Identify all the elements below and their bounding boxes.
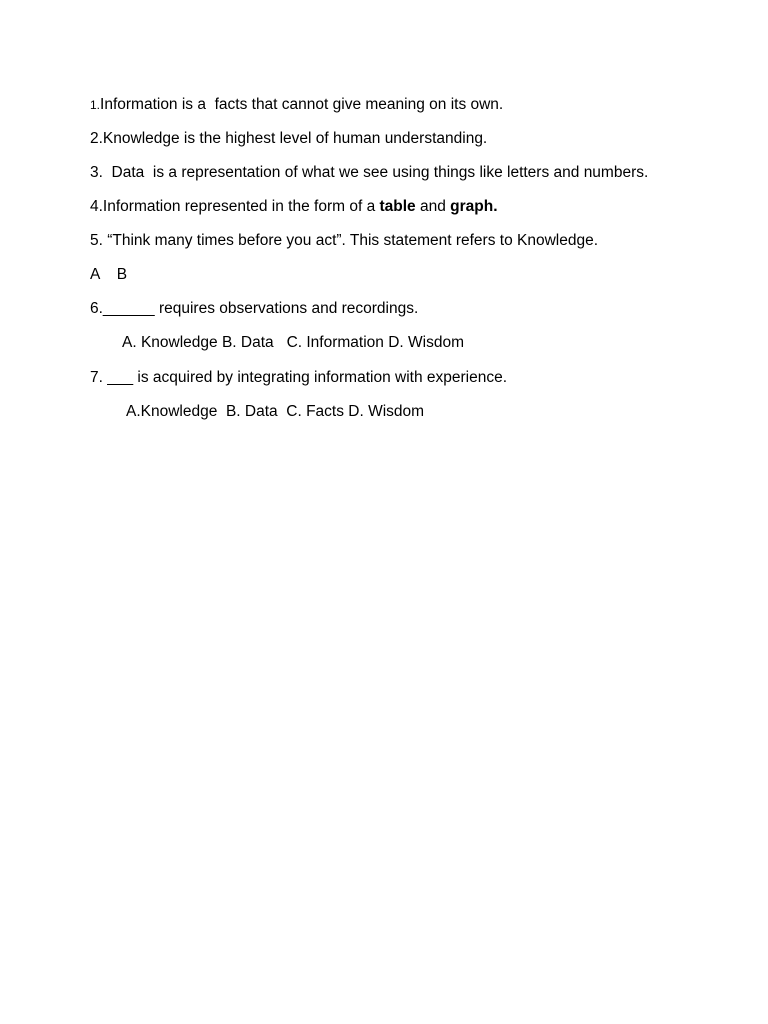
question-1 bbox=[90, 95, 503, 115]
question-7: 7. ___ is acquired by integrating information with experience. bbox=[90, 369, 508, 386]
question-4-prefix: 4.Information represented in the form of a bbox=[90, 198, 380, 215]
question-3: 3. Data is a representation of what we see using things like letters and numbers. bbox=[90, 164, 649, 181]
question-2: 2.Knowledge is the highest level of human understanding. bbox=[90, 130, 488, 147]
question-1-text: Information is a facts that cannot give meaning on its own. bbox=[100, 96, 504, 113]
answer-columns-ab: A B bbox=[90, 266, 128, 283]
question-4-bold-table: table bbox=[379, 198, 416, 215]
question-4 bbox=[90, 197, 498, 217]
question-4-middle: and bbox=[415, 198, 451, 215]
question-1-number: 1. bbox=[90, 98, 101, 112]
question-7-options: A.Knowledge B. Data C. Facts D. Wisdom bbox=[126, 403, 425, 420]
question-6-options: A. Knowledge B. Data C. Information D. Wisdom bbox=[122, 334, 464, 351]
question-4-bold-graph: graph. bbox=[450, 198, 498, 215]
question-6: 6.______ requires observations and recordings. bbox=[90, 300, 419, 317]
question-5: 5. “Think many times before you act”. This statement refers to Knowledge. bbox=[90, 232, 598, 249]
